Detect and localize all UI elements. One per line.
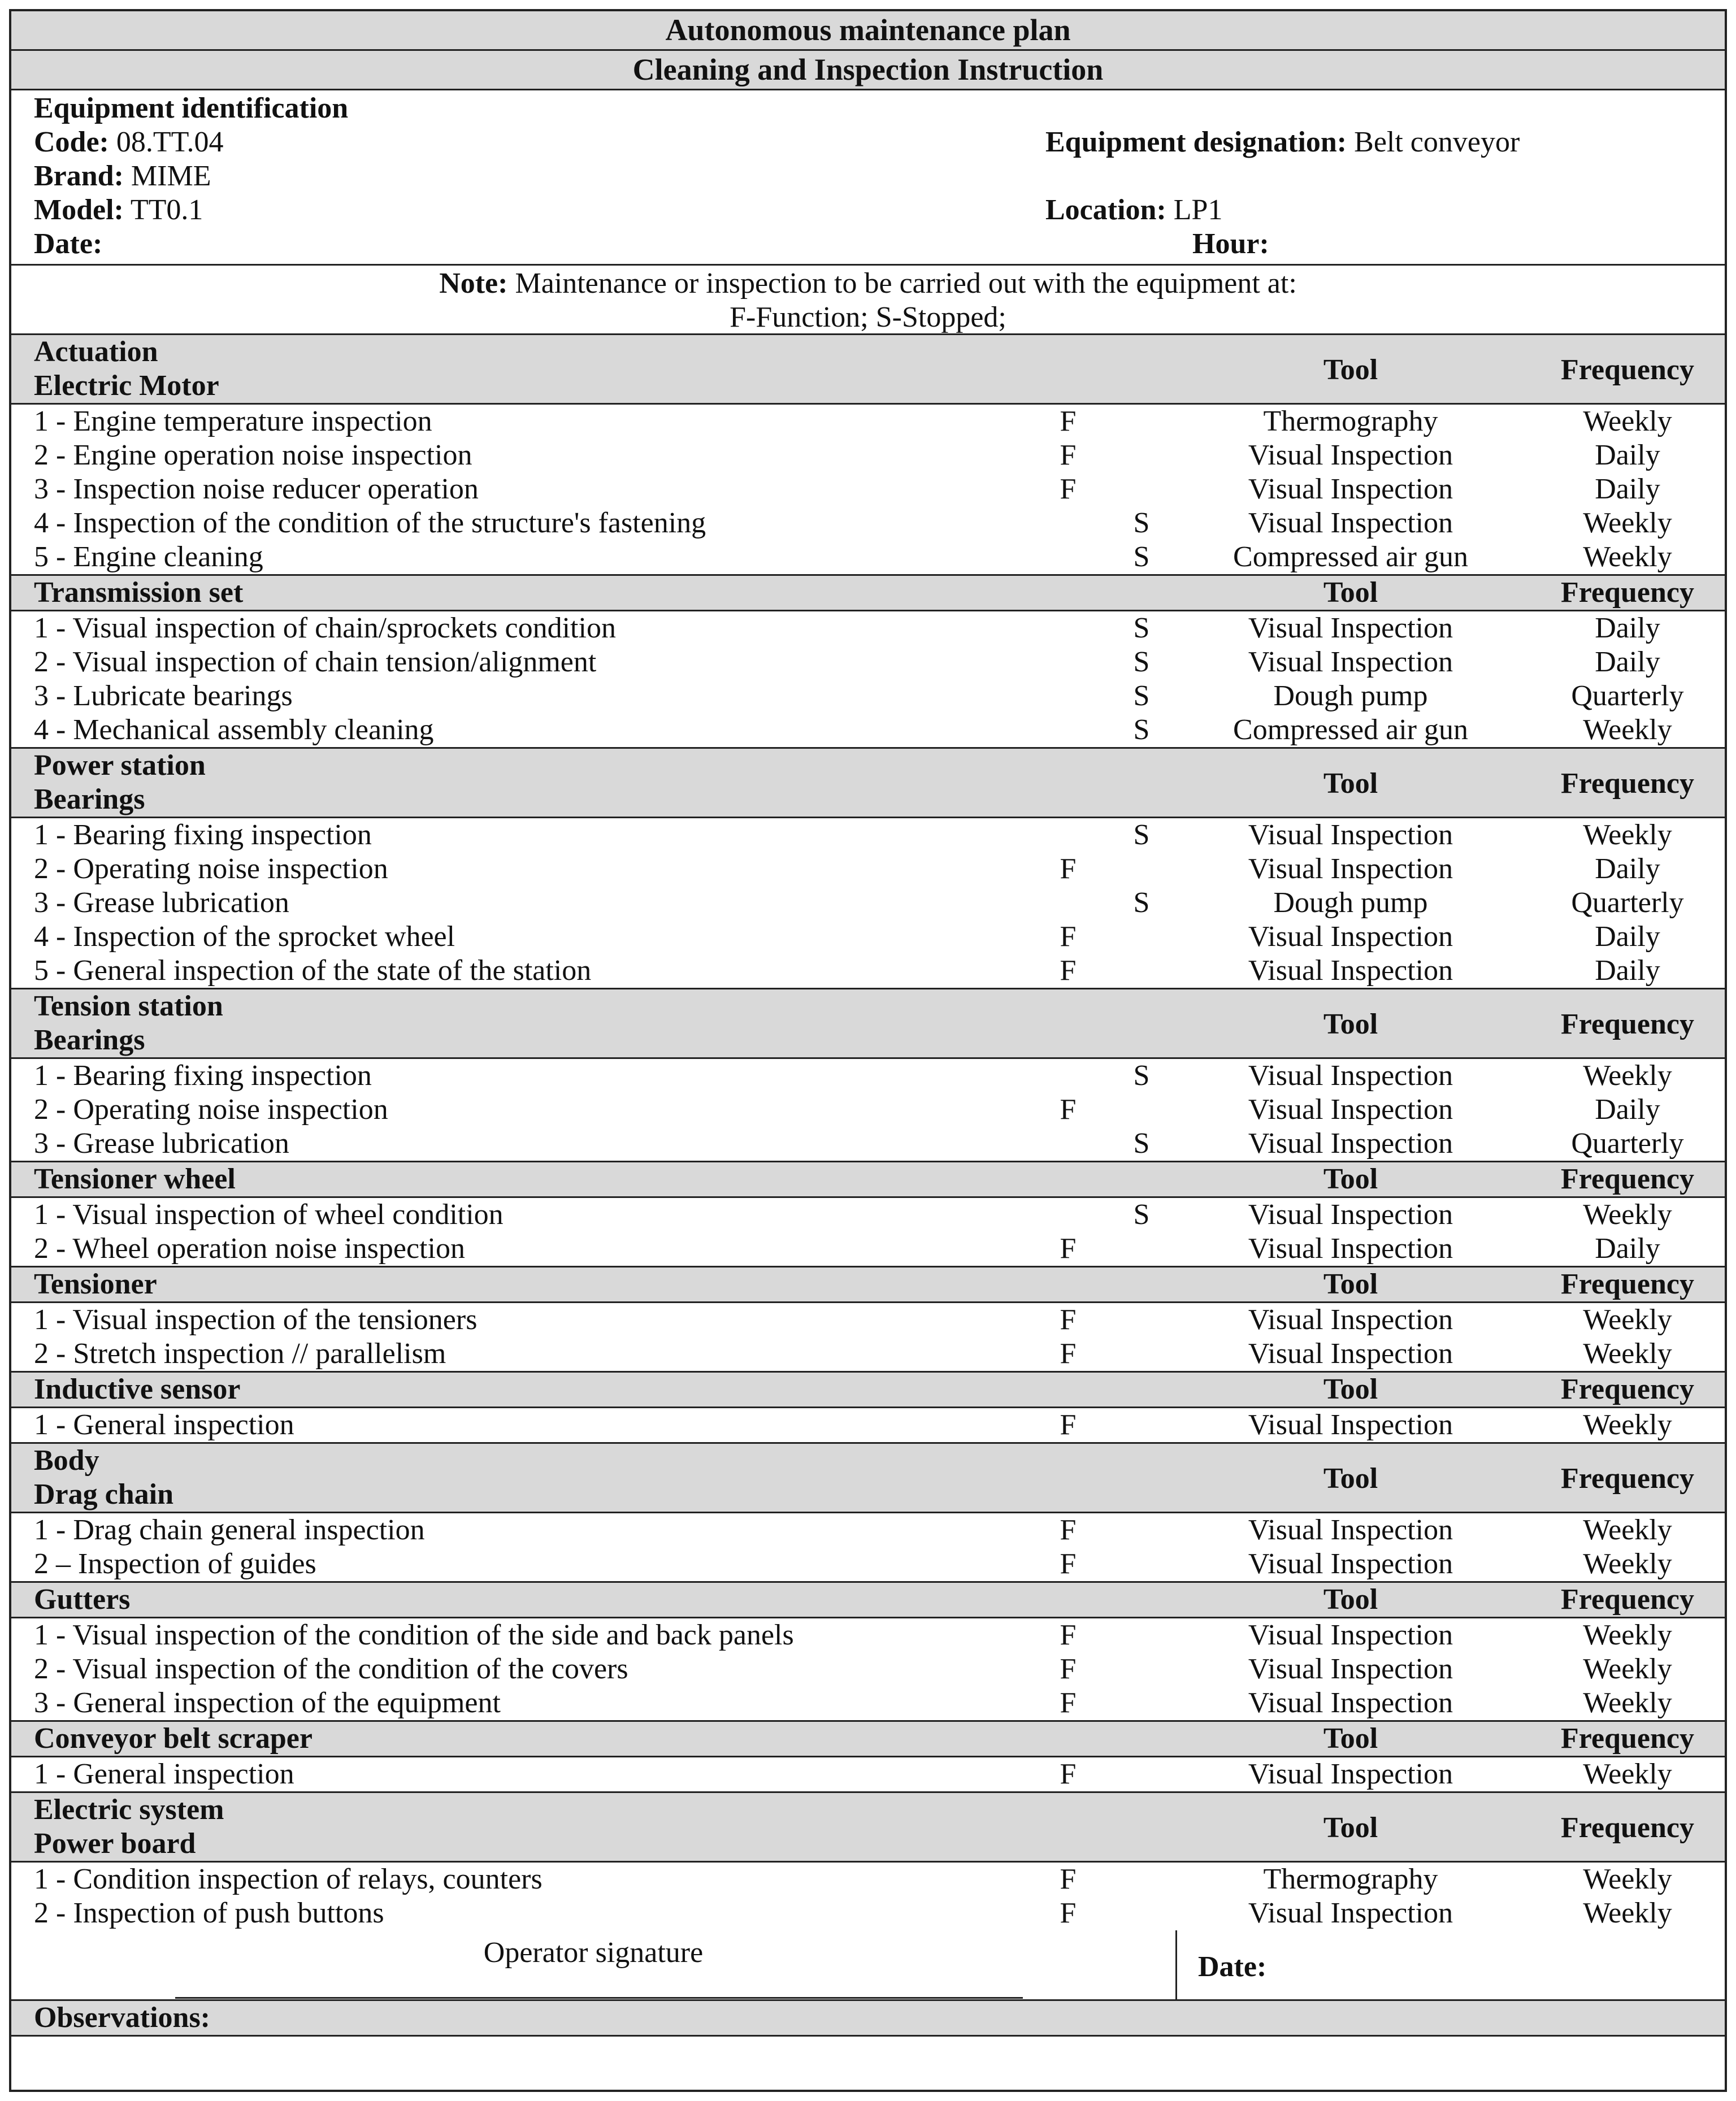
- task-frequency: Weekly: [1583, 1653, 1672, 1685]
- frequency-column-header: Frequency: [1561, 354, 1694, 386]
- task-row: [11, 886, 1725, 920]
- task-tool: Visual Inspection: [1248, 1897, 1453, 1929]
- task-frequency: Weekly: [1583, 1338, 1672, 1370]
- task-row: [11, 1059, 1725, 1093]
- section-name: Conveyor belt scraper: [34, 1722, 313, 1755]
- section-items: [11, 1513, 1725, 1583]
- task-frequency: Daily: [1595, 439, 1660, 471]
- task-row: [11, 439, 1725, 472]
- task-name: 2 - Engine operation noise inspection: [34, 439, 472, 471]
- task-tool: Visual Inspection: [1248, 1127, 1453, 1160]
- brand-label: Brand:: [34, 160, 124, 192]
- task-row: [11, 1652, 1725, 1686]
- location-label: Location:: [1045, 194, 1166, 226]
- stopped-mark: S: [1133, 1127, 1150, 1160]
- task-name: 4 - Inspection of the sprocket wheel: [34, 921, 455, 953]
- section-name: Actuation: [34, 336, 158, 368]
- tool-column-header: Tool: [1323, 1722, 1378, 1755]
- task-tool: Visual Inspection: [1248, 1758, 1453, 1790]
- frequency-column-header: Frequency: [1561, 1722, 1694, 1755]
- tool-column-header: Tool: [1323, 1583, 1378, 1616]
- task-tool: Visual Inspection: [1248, 1093, 1453, 1126]
- task-tool: Visual Inspection: [1248, 819, 1453, 851]
- section-items: [11, 1059, 1725, 1162]
- task-tool: Visual Inspection: [1248, 646, 1453, 678]
- task-row: [11, 645, 1725, 679]
- function-mark: F: [1060, 1653, 1077, 1685]
- section-items: [11, 1618, 1725, 1722]
- task-tool: Thermography: [1263, 1863, 1438, 1895]
- frequency-column-header: Frequency: [1561, 1163, 1694, 1195]
- task-row: [11, 611, 1725, 645]
- task-name: 1 - Bearing fixing inspection: [34, 1060, 372, 1092]
- stopped-mark: S: [1133, 714, 1150, 746]
- section-subname: Bearings: [34, 1024, 145, 1056]
- tool-column-header: Tool: [1323, 1268, 1378, 1300]
- section-items: [11, 405, 1725, 576]
- frequency-column-header: Frequency: [1561, 576, 1694, 609]
- task-tool: Visual Inspection: [1248, 1514, 1453, 1546]
- task-name: 2 - Wheel operation noise inspection: [34, 1232, 465, 1265]
- task-row: [11, 1127, 1725, 1161]
- location-line: [1045, 193, 1222, 227]
- tool-column-header: Tool: [1323, 1373, 1378, 1405]
- tool-column-header: Tool: [1323, 767, 1378, 800]
- frequency-column-header: Frequency: [1561, 1583, 1694, 1616]
- observations-label: Observations:: [34, 2002, 210, 2034]
- section-name: Tensioner wheel: [34, 1163, 236, 1195]
- task-name: 1 - Visual inspection of the tensioners: [34, 1304, 478, 1336]
- frequency-column-header: Frequency: [1561, 1008, 1694, 1040]
- task-tool: Visual Inspection: [1248, 1232, 1453, 1265]
- task-tool: Visual Inspection: [1248, 1199, 1453, 1231]
- task-row: [11, 1547, 1725, 1581]
- frequency-column-header: Frequency: [1561, 767, 1694, 800]
- frequency-column-header: Frequency: [1561, 1812, 1694, 1844]
- section-name: Tension station: [34, 990, 223, 1022]
- function-mark: F: [1060, 1338, 1077, 1370]
- task-row: [11, 852, 1725, 886]
- task-row: [11, 1686, 1725, 1720]
- section-title: [34, 989, 223, 1057]
- task-row: [11, 1896, 1725, 1930]
- task-tool: Visual Inspection: [1248, 1409, 1453, 1441]
- designation-label: Equipment designation:: [1045, 126, 1347, 158]
- stopped-mark: S: [1133, 1199, 1150, 1231]
- task-tool: Visual Inspection: [1248, 1304, 1453, 1336]
- task-tool: Visual Inspection: [1248, 1060, 1453, 1092]
- section-title: [34, 749, 206, 817]
- section-items: [11, 1303, 1725, 1373]
- maintenance-form: [9, 9, 1727, 2092]
- section-title: [34, 335, 219, 403]
- task-frequency: Daily: [1595, 473, 1660, 505]
- function-mark: F: [1060, 1093, 1077, 1126]
- function-mark: F: [1060, 1687, 1077, 1719]
- date-label: Date:: [34, 228, 103, 260]
- task-name: 1 - General inspection: [34, 1758, 294, 1790]
- signature-date-label: Date:: [1198, 1951, 1267, 1983]
- tool-column-header: Tool: [1323, 1462, 1378, 1495]
- task-name: 2 - Operating noise inspection: [34, 1093, 388, 1126]
- task-frequency: Daily: [1595, 954, 1660, 987]
- task-name: 2 - Visual inspection of the condition of the covers: [34, 1653, 628, 1685]
- function-mark: F: [1060, 1232, 1077, 1265]
- task-tool: Compressed air gun: [1233, 714, 1468, 746]
- section-header: [11, 576, 1725, 611]
- task-name: 1 - Engine temperature inspection: [34, 405, 432, 437]
- section-items: [11, 1863, 1725, 1930]
- task-name: 1 - Condition inspection of relays, counters: [34, 1863, 542, 1895]
- task-row: [11, 818, 1725, 852]
- code-value: 08.TT.04: [116, 126, 224, 158]
- section-items: [11, 818, 1725, 989]
- section-header: [11, 1793, 1725, 1863]
- function-mark: F: [1060, 405, 1077, 437]
- task-tool: Visual Inspection: [1248, 1653, 1453, 1685]
- task-frequency: Quarterly: [1571, 680, 1684, 712]
- stopped-mark: S: [1133, 680, 1150, 712]
- section-items: [11, 611, 1725, 749]
- task-row: [11, 1513, 1725, 1547]
- observations-field[interactable]: [11, 2037, 1725, 2070]
- task-frequency: Weekly: [1583, 1514, 1672, 1546]
- operator-signature-label: Operator signature: [483, 1937, 704, 1969]
- task-tool: Visual Inspection: [1248, 954, 1453, 987]
- stopped-mark: S: [1133, 887, 1150, 919]
- task-name: 3 - Inspection noise reducer operation: [34, 473, 479, 505]
- task-tool: Thermography: [1263, 405, 1438, 437]
- hour-label: Hour:: [1192, 228, 1269, 260]
- note-label: Note:: [439, 267, 508, 299]
- task-frequency: Weekly: [1583, 1060, 1672, 1092]
- function-mark: F: [1060, 1514, 1077, 1546]
- task-frequency: Weekly: [1583, 1409, 1672, 1441]
- task-frequency: Daily: [1595, 646, 1660, 678]
- section-header: [11, 335, 1725, 405]
- task-tool: Visual Inspection: [1248, 473, 1453, 505]
- section-name: Body: [34, 1444, 99, 1477]
- task-frequency: Daily: [1595, 921, 1660, 953]
- note-text: Maintenance or inspection to be carried out with the equipment at:: [515, 267, 1297, 299]
- task-frequency: Weekly: [1583, 1687, 1672, 1719]
- tool-column-header: Tool: [1323, 1163, 1378, 1195]
- task-frequency: Weekly: [1583, 405, 1672, 437]
- task-frequency: Weekly: [1583, 819, 1672, 851]
- task-frequency: Weekly: [1583, 1199, 1672, 1231]
- task-tool: Visual Inspection: [1248, 439, 1453, 471]
- designation-value: Belt conveyor: [1354, 126, 1520, 158]
- task-name: 2 - Stretch inspection // parallelism: [34, 1338, 446, 1370]
- task-name: 1 - Visual inspection of chain/sprockets condition: [34, 612, 616, 644]
- stopped-mark: S: [1133, 612, 1150, 644]
- task-frequency: Weekly: [1583, 1304, 1672, 1336]
- signature-divider: [1175, 1930, 1177, 1999]
- task-name: 3 - Lubricate bearings: [34, 680, 293, 712]
- task-sections: [11, 335, 1725, 1930]
- code-line: [34, 125, 224, 159]
- task-row: [11, 713, 1725, 747]
- section-header: [11, 1722, 1725, 1757]
- task-row: [11, 1863, 1725, 1896]
- task-tool: Compressed air gun: [1233, 541, 1468, 573]
- function-mark: F: [1060, 1863, 1077, 1895]
- function-mark: F: [1060, 1409, 1077, 1441]
- function-mark: F: [1060, 1758, 1077, 1790]
- task-tool: Visual Inspection: [1248, 1548, 1453, 1580]
- function-mark: F: [1060, 439, 1077, 471]
- signature-block: [11, 1930, 1725, 2001]
- section-header: [11, 1444, 1725, 1513]
- function-mark: F: [1060, 853, 1077, 885]
- task-tool: Visual Inspection: [1248, 853, 1453, 885]
- task-row: [11, 472, 1725, 506]
- task-tool: Visual Inspection: [1248, 1338, 1453, 1370]
- task-frequency: Daily: [1595, 612, 1660, 644]
- frequency-column-header: Frequency: [1561, 1268, 1694, 1300]
- frequency-column-header: Frequency: [1561, 1373, 1694, 1405]
- section-name: Gutters: [34, 1583, 131, 1616]
- location-value: LP1: [1173, 194, 1223, 226]
- section-title: [34, 1267, 157, 1301]
- brand-line: [34, 159, 211, 193]
- tool-column-header: Tool: [1323, 354, 1378, 386]
- designation-line: [1045, 125, 1520, 159]
- task-tool: Dough pump: [1273, 680, 1428, 712]
- task-name: 2 – Inspection of guides: [34, 1548, 316, 1580]
- task-frequency: Weekly: [1583, 714, 1672, 746]
- task-name: 1 - General inspection: [34, 1409, 294, 1441]
- stopped-mark: S: [1133, 1060, 1150, 1092]
- task-frequency: Weekly: [1583, 1619, 1672, 1651]
- tool-column-header: Tool: [1323, 576, 1378, 609]
- function-mark: F: [1060, 473, 1077, 505]
- task-row: [11, 1408, 1725, 1442]
- section-header: [11, 1267, 1725, 1303]
- task-tool: Visual Inspection: [1248, 612, 1453, 644]
- section-title: [34, 1444, 173, 1512]
- function-mark: F: [1060, 1619, 1077, 1651]
- task-frequency: Daily: [1595, 853, 1660, 885]
- task-tool: Visual Inspection: [1248, 507, 1453, 539]
- form-title: Autonomous maintenance plan: [11, 11, 1725, 51]
- section-name: Inductive sensor: [34, 1373, 241, 1405]
- function-mark: F: [1060, 921, 1077, 953]
- section-subname: Electric Motor: [34, 370, 219, 402]
- task-row: [11, 540, 1725, 574]
- task-row: [11, 679, 1725, 713]
- observations-row: [11, 2001, 1725, 2037]
- section-title: [34, 1373, 240, 1407]
- task-tool: Visual Inspection: [1248, 921, 1453, 953]
- section-title: [34, 1793, 224, 1861]
- note-block: [11, 266, 1725, 335]
- model-value: TT0.1: [130, 194, 203, 226]
- form-subtitle: Cleaning and Inspection Instruction: [11, 51, 1725, 90]
- task-row: [11, 1757, 1725, 1791]
- section-name: Power station: [34, 749, 206, 782]
- task-name: 4 - Inspection of the condition of the structure's fastening: [34, 507, 706, 539]
- function-mark: F: [1060, 1897, 1077, 1929]
- section-title: [34, 576, 243, 610]
- section-header: [11, 749, 1725, 818]
- task-name: 1 - Visual inspection of wheel condition: [34, 1199, 504, 1231]
- task-name: 1 - Visual inspection of the condition of the side and back panels: [34, 1619, 794, 1651]
- frequency-column-header: Frequency: [1561, 1462, 1694, 1495]
- section-header: [11, 989, 1725, 1059]
- task-row: [11, 1232, 1725, 1266]
- task-row: [11, 1337, 1725, 1371]
- section-subname: Drag chain: [34, 1478, 173, 1510]
- task-name: 3 - Grease lubrication: [34, 1127, 289, 1160]
- section-name: Electric system: [34, 1794, 224, 1826]
- section-subname: Power board: [34, 1827, 196, 1860]
- task-row: [11, 506, 1725, 540]
- task-row: [11, 920, 1725, 954]
- note-line-1: [11, 267, 1725, 301]
- task-name: 3 - Grease lubrication: [34, 887, 289, 919]
- model-line: [34, 193, 203, 227]
- section-items: [11, 1757, 1725, 1793]
- function-mark: F: [1060, 1548, 1077, 1580]
- task-name: 1 - Drag chain general inspection: [34, 1514, 425, 1546]
- tool-column-header: Tool: [1323, 1812, 1378, 1844]
- task-frequency: Quarterly: [1571, 1127, 1684, 1160]
- section-title: [34, 1162, 236, 1196]
- task-row: [11, 1093, 1725, 1127]
- section-header: [11, 1162, 1725, 1198]
- task-row: [11, 1198, 1725, 1232]
- task-frequency: Weekly: [1583, 1758, 1672, 1790]
- task-frequency: Quarterly: [1571, 887, 1684, 919]
- task-row: [11, 954, 1725, 988]
- stopped-mark: S: [1133, 507, 1150, 539]
- task-row: [11, 1618, 1725, 1652]
- task-row: [11, 1303, 1725, 1337]
- stopped-mark: S: [1133, 541, 1150, 573]
- task-name: 2 - Inspection of push buttons: [34, 1897, 384, 1929]
- task-frequency: Weekly: [1583, 507, 1672, 539]
- section-items: [11, 1408, 1725, 1444]
- task-name: 2 - Visual inspection of chain tension/alignment: [34, 646, 597, 678]
- task-row: [11, 405, 1725, 439]
- note-line-2: F-Function; S-Stopped;: [730, 301, 1006, 333]
- task-name: 2 - Operating noise inspection: [34, 853, 388, 885]
- section-title: [34, 1583, 130, 1617]
- task-name: 4 - Mechanical assembly cleaning: [34, 714, 434, 746]
- task-name: 5 - Engine cleaning: [34, 541, 263, 573]
- function-mark: F: [1060, 954, 1077, 987]
- signature-line[interactable]: [175, 1997, 1023, 1999]
- section-header: [11, 1583, 1725, 1618]
- task-name: 3 - General inspection of the equipment: [34, 1687, 501, 1719]
- function-mark: F: [1060, 1304, 1077, 1336]
- task-frequency: Daily: [1595, 1093, 1660, 1126]
- task-frequency: Weekly: [1583, 1897, 1672, 1929]
- task-tool: Dough pump: [1273, 887, 1428, 919]
- section-name: Tensioner: [34, 1268, 157, 1300]
- task-name: 5 - General inspection of the state of the station: [34, 954, 592, 987]
- brand-value: MIME: [131, 160, 211, 192]
- stopped-mark: S: [1133, 646, 1150, 678]
- section-subname: Bearings: [34, 783, 145, 815]
- tool-column-header: Tool: [1323, 1008, 1378, 1040]
- model-label: Model:: [34, 194, 124, 226]
- code-label: Code:: [34, 126, 109, 158]
- stopped-mark: S: [1133, 819, 1150, 851]
- equipment-identification: [11, 90, 1725, 266]
- task-frequency: Weekly: [1583, 1548, 1672, 1580]
- task-name: 1 - Bearing fixing inspection: [34, 819, 372, 851]
- task-frequency: Weekly: [1583, 541, 1672, 573]
- task-frequency: Weekly: [1583, 1863, 1672, 1895]
- section-items: [11, 1198, 1725, 1267]
- task-frequency: Daily: [1595, 1232, 1660, 1265]
- task-tool: Visual Inspection: [1248, 1619, 1453, 1651]
- identification-heading: Equipment identification: [34, 92, 349, 124]
- task-tool: Visual Inspection: [1248, 1687, 1453, 1719]
- section-header: [11, 1373, 1725, 1408]
- section-name: Transmission set: [34, 576, 244, 609]
- section-title: [34, 1722, 313, 1756]
